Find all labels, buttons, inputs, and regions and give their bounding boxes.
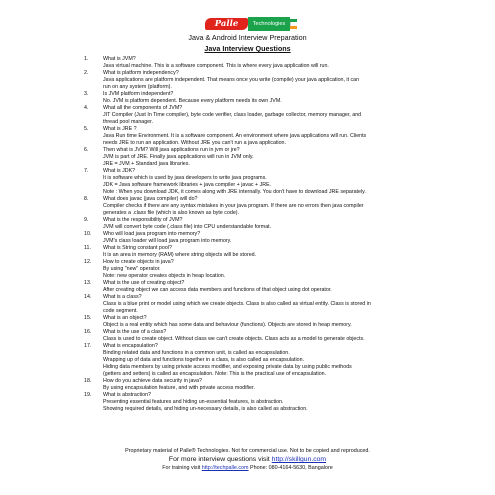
question-text: How do you achieve data security in java? [103, 378, 202, 384]
question-text: What is String constant pool? [103, 245, 172, 251]
logo-technologies-text: Technologies [248, 17, 290, 31]
question-item [0, 147, 495, 168]
answer-line: Java Run time Environment. It is a software component. An environment where java applications will run. Clients [103, 133, 367, 139]
answer-line: Note : When you download JDK, it comes along with JRE internally. You don't have to download JRE separately. [103, 189, 366, 195]
question-number: 17. [84, 343, 92, 349]
answer-line: By using encapsulation feature, and with private access modifier. [103, 385, 255, 391]
question-text: What is a class? [103, 294, 142, 300]
footer-copyright: Proprietary material of Palle® Technologies. Not for commercial use. Not to be copied and reproduced. [125, 448, 370, 454]
footer-phone: Phone: 080-4164-5630, Bangalore [248, 465, 333, 471]
question-item [0, 70, 495, 91]
footer-training-prefix: For training visit [162, 465, 202, 471]
document-subtitle: Java Interview Questions [204, 44, 291, 53]
question-list [0, 56, 495, 413]
question-number: 14. [84, 294, 92, 300]
question-item [0, 91, 495, 105]
question-number: 18. [84, 378, 92, 384]
question-item [0, 196, 495, 217]
question-text: Is JVM platform independent? [103, 91, 174, 97]
question-item [0, 392, 495, 413]
answer-line: After creating object we can access data members and functions of that object using dot operator. [103, 287, 332, 293]
answer-line: Object is a real entity which has some data and behaviour (functions). Objects are stored in heap memory. [103, 322, 352, 328]
techpalle-link[interactable]: http://techpalle.com [201, 465, 249, 471]
footer-interview-prefix: For more interview questions visit [168, 456, 272, 463]
question-text: Who will load java program into memory? [103, 231, 201, 237]
answer-line: Hiding data members by using private access modifier, and exposing private data by using public methods [103, 364, 352, 370]
question-item [0, 217, 495, 231]
answer-line: generates a .class file (which is also known as byte code). [103, 210, 240, 216]
skillgun-link[interactable]: http://skillgun.com [271, 456, 327, 463]
logo-palle-text: Palle [205, 18, 248, 30]
answer-line: JIT Compiler (Just In Time compiler), byte code verifier, class loader, garbage collector, memory manager, and [103, 112, 362, 118]
question-number: 5. [84, 126, 89, 132]
question-text: What is JRE ? [103, 126, 137, 132]
question-item [0, 329, 495, 343]
answer-line: By using "new" operator. [103, 266, 161, 272]
answer-line: Java applications are platform independent. That means once you write (compile) your java application, it can [103, 77, 360, 83]
question-text: What is the use of a class? [103, 329, 167, 335]
question-number: 13. [84, 280, 92, 286]
answer-line: Presenting essential features and hiding un-essential features, is abstraction. [103, 399, 284, 405]
answer-line: (getters and setters) is called as encapsulation. Note: This is the practical use of encapsulation. [103, 371, 327, 377]
question-text: What is platform independency? [103, 70, 179, 76]
question-text: What is encapsulation? [103, 343, 158, 349]
question-number: 8. [84, 196, 89, 202]
question-number: 12. [84, 259, 92, 265]
question-item [0, 168, 495, 196]
question-item [0, 126, 495, 147]
question-item [0, 245, 495, 259]
question-item [0, 378, 495, 392]
question-number: 2. [84, 70, 89, 76]
answer-line: Class is used to create object. Without class we can't create objects. Class acts as a model to generate objects. [103, 336, 365, 342]
question-text: What does javac (java compiler) will do? [103, 196, 198, 202]
answer-line: Compiler checks if there are any syntax mistakes in your java program. If there are no errors then java compiler [103, 203, 364, 209]
answer-line: Wrapping up of data and functions together in a class, is also called as encapsulation. [103, 357, 305, 363]
answer-line: It is software which is used by java developers to write java programs. [103, 175, 267, 181]
question-item [0, 294, 495, 315]
answer-line: JVM is part of JRE. Finally java applications will run in JVM only. [103, 154, 254, 160]
answer-line: No. JVM is platform dependent. Because every platform needs its own JVM. [103, 98, 282, 104]
answer-line: Java virtual machine. This is a software component. This is where every java application will run. [103, 63, 329, 69]
question-number: 9. [84, 217, 89, 223]
answer-line: It is an area in memory (RAM) where string objects will be stored. [103, 252, 257, 258]
question-text: What is abstraction? [103, 392, 151, 398]
question-text: What is the responsibility of JVM? [103, 217, 183, 223]
question-text: What is an object? [103, 315, 147, 321]
question-number: 19. [84, 392, 92, 398]
question-number: 3. [84, 91, 89, 97]
question-text: How to create objects in java? [103, 259, 174, 265]
answer-line: Binding related data and functions in a common unit, is called as encapsulation. [103, 350, 290, 356]
answer-line: Class is a blue print or model using which we create objects. Class is also called as virtual entity. Class is stored in [103, 301, 371, 307]
document-footer [0, 447, 495, 472]
answer-line: code segment. [103, 308, 138, 314]
answer-line: needs JRE to run an application. Without JRE you can't run a java application. [103, 140, 286, 146]
question-text: What is JDK? [103, 168, 136, 174]
question-item [0, 259, 495, 280]
question-text: What is JVM? [103, 56, 136, 62]
question-text: Then what is JVM? Will java applications run in jvm or jre? [103, 147, 240, 153]
answer-line: JRE = JVM + Standard java libraries. [103, 161, 190, 167]
question-number: 4. [84, 105, 89, 111]
answer-line: run on any system (platform). [103, 84, 172, 90]
question-number: 10. [84, 231, 92, 237]
document-header [0, 16, 495, 60]
question-item [0, 315, 495, 329]
question-item [0, 56, 495, 70]
question-item [0, 105, 495, 126]
answer-line: Note: new operator creates objects in heap location. [103, 273, 226, 279]
question-number: 16. [84, 329, 92, 335]
palle-technologies-logo [205, 16, 297, 32]
answer-line: JVM's class loader will load java program into memory. [103, 238, 232, 244]
footer-training-line [0, 464, 495, 472]
answer-line: JVM will convert byte code (.class file) into CPU understandable format. [103, 224, 272, 230]
flag-icon [290, 19, 297, 29]
answer-line: thread pool manager. [103, 119, 154, 125]
question-item [0, 280, 495, 294]
question-item [0, 343, 495, 378]
question-number: 6. [84, 147, 89, 153]
question-number: 7. [84, 168, 89, 174]
answer-line: JDK = Java software framework libraries + java compiler + javac + JRE. [103, 182, 272, 188]
question-item [0, 231, 495, 245]
question-number: 11. [84, 245, 91, 251]
question-number: 1. [84, 56, 89, 62]
answer-line: Showing required details, and hiding un-necessary details, is also called as abstraction. [103, 406, 308, 412]
question-number: 15. [84, 315, 92, 321]
question-text: What all the components of JVM? [103, 105, 183, 111]
question-text: What is the use of creating object? [103, 280, 185, 286]
footer-interview-line [0, 455, 495, 464]
document-title: Java & Android Interview Preparation [188, 33, 307, 42]
